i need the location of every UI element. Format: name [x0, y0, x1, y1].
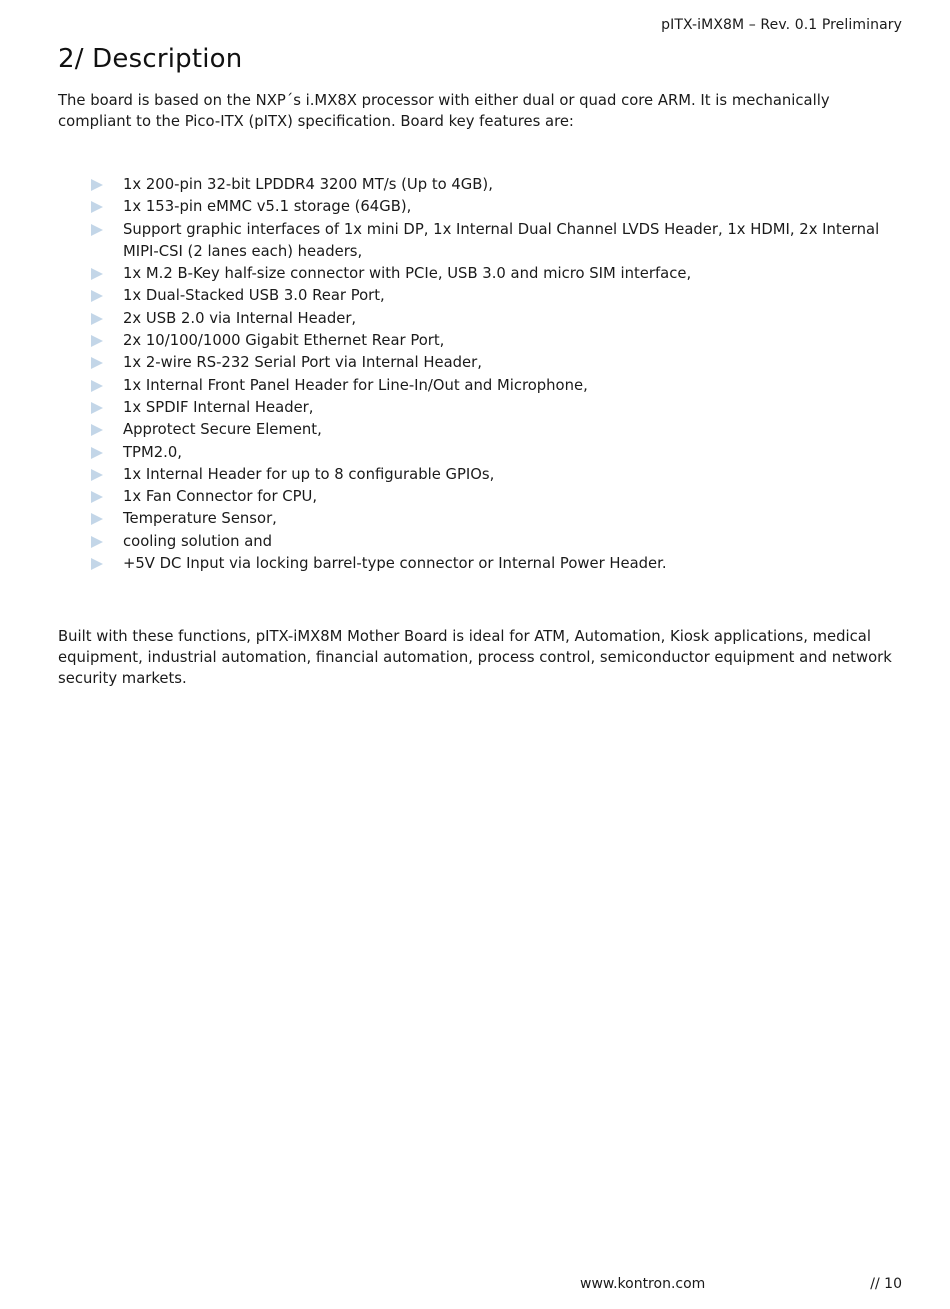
closing-paragraph: Built with these functions, pITX-iMX8M Mother Board is ideal for ATM, Automation, Kiosk applications, medical equipment, industrial automation, financial automation, process control, semiconductor equipment and network security markets. [58, 628, 892, 687]
page-header-doc-title: pITX-iMX8M – Rev. 0.1 Preliminary [661, 17, 902, 33]
intro-paragraph: The board is based on the NXP´s i.MX8X processor with either dual or quad core ARM. It is mechanically compliant to the Pico-ITX (pITX) specification. Board key features are: [58, 92, 830, 130]
feature-text: 1x Internal Header for up to 8 configurable GPIOs, [123, 465, 495, 483]
feature-item [88, 174, 898, 196]
triangle-bullet-icon [91, 491, 103, 503]
feature-item [88, 219, 898, 264]
feature-text: 1x SPDIF Internal Header, [123, 398, 314, 416]
triangle-bullet-icon [91, 402, 103, 414]
feature-text: TPM2.0, [123, 443, 182, 461]
feature-item [88, 285, 898, 307]
triangle-bullet-icon [91, 201, 103, 213]
feature-text: 1x Dual-Stacked USB 3.0 Rear Port, [123, 287, 385, 305]
triangle-bullet-icon [91, 179, 103, 191]
feature-text: 2x 10/100/1000 Gigabit Ethernet Rear Port, [123, 332, 445, 350]
feature-item [88, 419, 898, 441]
triangle-bullet-icon [91, 290, 103, 302]
feature-item [88, 308, 898, 330]
triangle-bullet-icon [91, 558, 103, 570]
feature-text: 1x 200-pin 32-bit LPDDR4 3200 MT/s (Up to 4GB), [123, 176, 493, 193]
feature-text: 1x Fan Connector for CPU, [123, 488, 318, 506]
feature-item [88, 397, 898, 419]
triangle-bullet-icon [91, 469, 103, 481]
triangle-bullet-icon [91, 313, 103, 325]
feature-list [88, 174, 898, 575]
feature-text: 2x USB 2.0 via Internal Header, [123, 309, 357, 327]
feature-item [88, 330, 898, 352]
feature-item [88, 553, 898, 575]
triangle-bullet-icon [91, 268, 103, 280]
feature-text: +5V DC Input via locking barrel-type connector or Internal Power Header. [123, 555, 667, 573]
feature-text: Temperature Sensor, [123, 510, 277, 528]
triangle-bullet-icon [91, 424, 103, 436]
feature-text: Approtect Secure Element, [123, 421, 322, 439]
feature-text: 1x 153-pin eMMC v5.1 storage (64GB), [123, 198, 412, 216]
feature-text: cooling solution and [123, 532, 273, 550]
feature-text: 1x M.2 B-Key half-size connector with PCIe, USB 3.0 and micro SIM interface, [123, 265, 692, 283]
feature-text: Support graphic interfaces of 1x mini DP, 1x Internal Dual Channel LVDS Header, 1x HDMI, 2x Internal MIPI-CSI (2 lanes each) headers, [123, 220, 880, 260]
feature-item [88, 196, 898, 218]
footer-website-url: www.kontron.com [580, 1276, 706, 1292]
feature-item [88, 464, 898, 486]
triangle-bullet-icon [91, 357, 103, 369]
triangle-bullet-icon [91, 224, 103, 236]
feature-text: 1x 2-wire RS-232 Serial Port via Internal Header, [123, 354, 482, 372]
footer-page-number: // 10 [870, 1276, 902, 1292]
triangle-bullet-icon [91, 447, 103, 459]
triangle-bullet-icon [91, 536, 103, 548]
feature-text: 1x Internal Front Panel Header for Line-In/Out and Microphone, [123, 376, 588, 394]
triangle-bullet-icon [91, 335, 103, 347]
feature-item [88, 263, 898, 285]
feature-item [88, 352, 898, 374]
feature-item [88, 508, 898, 530]
triangle-bullet-icon [91, 513, 103, 525]
feature-item [88, 375, 898, 397]
feature-item [88, 531, 898, 553]
feature-item [88, 486, 898, 508]
section-title: 2/ Description [58, 44, 243, 74]
feature-item [88, 442, 898, 464]
triangle-bullet-icon [91, 380, 103, 392]
